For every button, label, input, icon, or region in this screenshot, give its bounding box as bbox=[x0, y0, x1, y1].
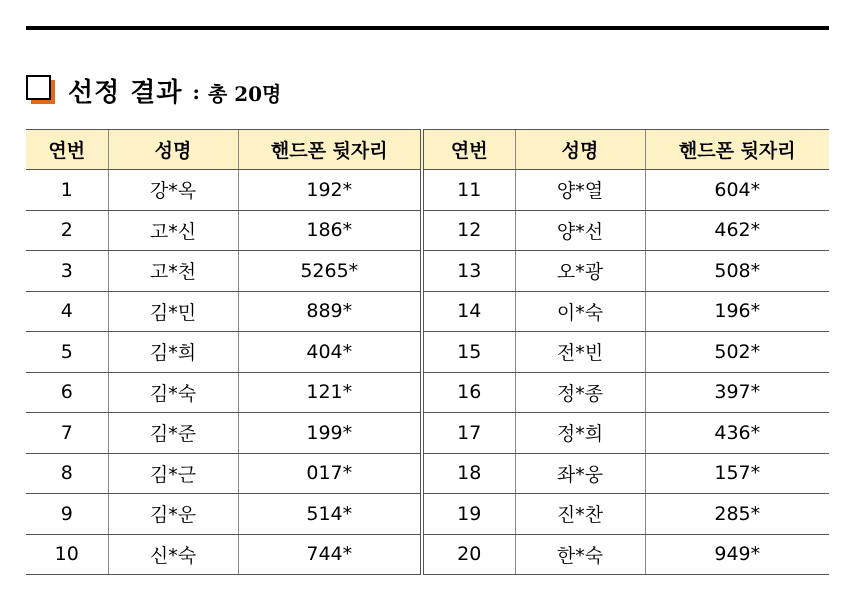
cell-number: 4 bbox=[26, 291, 108, 332]
results-table bbox=[26, 129, 829, 575]
header-number: 연번 bbox=[422, 130, 515, 170]
cell-phone-suffix: 889* bbox=[238, 291, 422, 332]
table-row bbox=[26, 534, 829, 575]
cell-number: 19 bbox=[422, 494, 515, 535]
cell-number: 14 bbox=[422, 291, 515, 332]
header-number: 연번 bbox=[26, 130, 108, 170]
cell-name: 양*열 bbox=[515, 170, 645, 211]
cell-name: 김*희 bbox=[108, 332, 238, 373]
table-row bbox=[26, 494, 829, 535]
cell-name: 진*찬 bbox=[515, 494, 645, 535]
cell-number: 3 bbox=[26, 251, 108, 292]
cell-phone-suffix: 196* bbox=[645, 291, 829, 332]
cell-name: 김*운 bbox=[108, 494, 238, 535]
table-row bbox=[26, 251, 829, 292]
cell-phone-suffix: 502* bbox=[645, 332, 829, 373]
table-row bbox=[26, 453, 829, 494]
cell-phone-suffix: 514* bbox=[238, 494, 422, 535]
table-row bbox=[26, 413, 829, 454]
cell-phone-suffix: 404* bbox=[238, 332, 422, 373]
cell-name: 고*신 bbox=[108, 210, 238, 251]
cell-name: 김*숙 bbox=[108, 372, 238, 413]
cell-name: 김*준 bbox=[108, 413, 238, 454]
cell-number: 11 bbox=[422, 170, 515, 211]
cell-name: 이*숙 bbox=[515, 291, 645, 332]
section-heading bbox=[26, 70, 281, 110]
cell-number: 16 bbox=[422, 372, 515, 413]
square-bullet-icon bbox=[26, 75, 56, 105]
cell-number: 2 bbox=[26, 210, 108, 251]
cell-name: 신*숙 bbox=[108, 534, 238, 575]
cell-number: 12 bbox=[422, 210, 515, 251]
cell-number: 18 bbox=[422, 453, 515, 494]
cell-number: 13 bbox=[422, 251, 515, 292]
cell-number: 10 bbox=[26, 534, 108, 575]
cell-phone-suffix: 949* bbox=[645, 534, 829, 575]
title-separator: : bbox=[192, 80, 200, 104]
table-header-row bbox=[26, 130, 829, 170]
cell-phone-suffix: 508* bbox=[645, 251, 829, 292]
header-phone-suffix: 핸드폰 뒷자리 bbox=[645, 130, 829, 170]
cell-name: 전*빈 bbox=[515, 332, 645, 373]
cell-number: 15 bbox=[422, 332, 515, 373]
cell-number: 20 bbox=[422, 534, 515, 575]
cell-number: 6 bbox=[26, 372, 108, 413]
cell-number: 17 bbox=[422, 413, 515, 454]
cell-name: 정*종 bbox=[515, 372, 645, 413]
cell-name: 김*근 bbox=[108, 453, 238, 494]
cell-phone-suffix: 017* bbox=[238, 453, 422, 494]
cell-name: 오*광 bbox=[515, 251, 645, 292]
cell-number: 1 bbox=[26, 170, 108, 211]
cell-phone-suffix: 397* bbox=[645, 372, 829, 413]
table-row bbox=[26, 170, 829, 211]
table-row bbox=[26, 372, 829, 413]
table-row bbox=[26, 210, 829, 251]
section-title: 선정 결과 bbox=[68, 77, 183, 108]
cell-name: 강*옥 bbox=[108, 170, 238, 211]
top-rule bbox=[26, 26, 829, 30]
table-body bbox=[26, 170, 829, 575]
table-row bbox=[26, 291, 829, 332]
cell-name: 고*천 bbox=[108, 251, 238, 292]
cell-phone-suffix: 192* bbox=[238, 170, 422, 211]
header-name: 성명 bbox=[515, 130, 645, 170]
table-row bbox=[26, 332, 829, 373]
cell-phone-suffix: 436* bbox=[645, 413, 829, 454]
cell-name: 한*숙 bbox=[515, 534, 645, 575]
cell-phone-suffix: 604* bbox=[645, 170, 829, 211]
cell-name: 좌*웅 bbox=[515, 453, 645, 494]
cell-number: 7 bbox=[26, 413, 108, 454]
cell-phone-suffix: 744* bbox=[238, 534, 422, 575]
cell-phone-suffix: 121* bbox=[238, 372, 422, 413]
cell-phone-suffix: 199* bbox=[238, 413, 422, 454]
cell-phone-suffix: 186* bbox=[238, 210, 422, 251]
cell-number: 5 bbox=[26, 332, 108, 373]
cell-phone-suffix: 285* bbox=[645, 494, 829, 535]
cell-phone-suffix: 157* bbox=[645, 453, 829, 494]
header-name: 성명 bbox=[108, 130, 238, 170]
cell-name: 정*희 bbox=[515, 413, 645, 454]
header-phone-suffix: 핸드폰 뒷자리 bbox=[238, 130, 422, 170]
cell-phone-suffix: 462* bbox=[645, 210, 829, 251]
cell-phone-suffix: 5265* bbox=[238, 251, 422, 292]
cell-number: 8 bbox=[26, 453, 108, 494]
cell-number: 9 bbox=[26, 494, 108, 535]
cell-name: 김*민 bbox=[108, 291, 238, 332]
total-count: 총 20명 bbox=[207, 81, 282, 106]
cell-name: 양*선 bbox=[515, 210, 645, 251]
